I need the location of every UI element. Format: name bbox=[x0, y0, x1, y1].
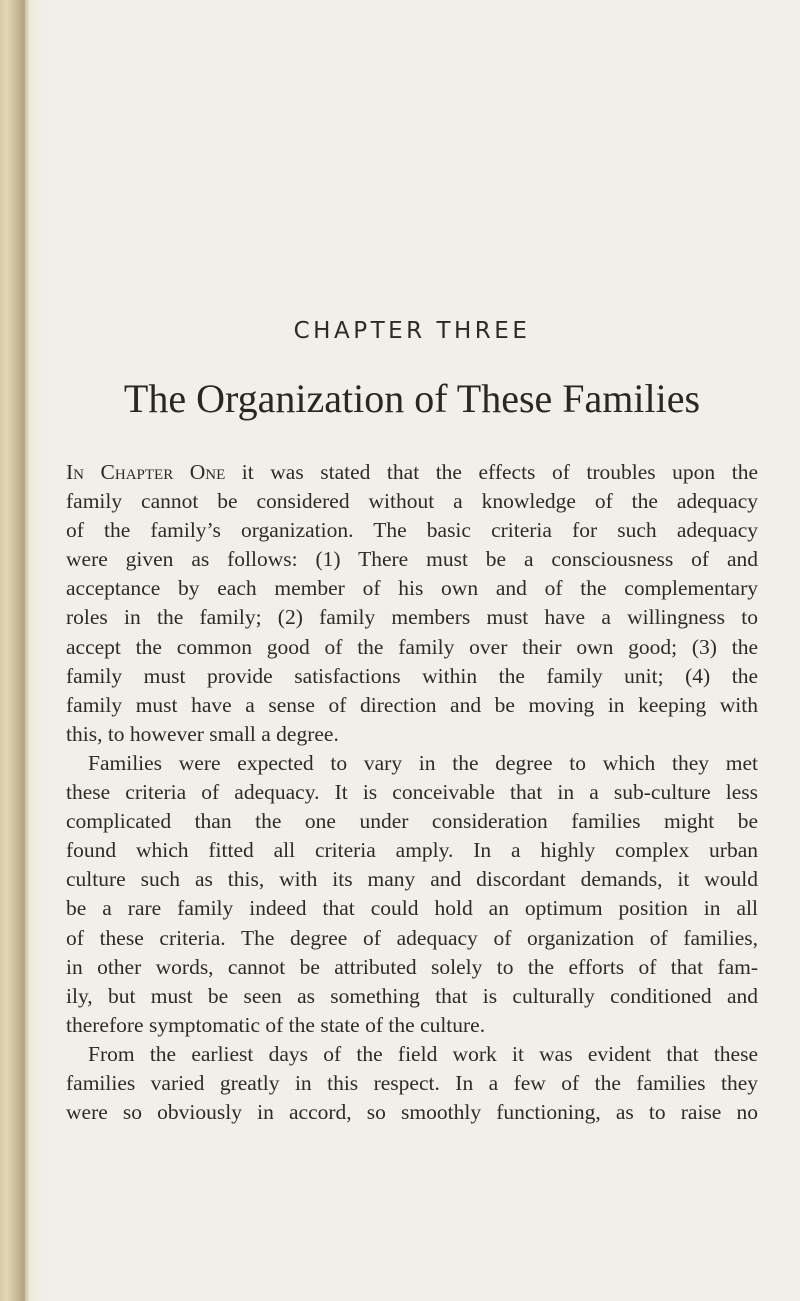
text-line: this, to however small a degree. bbox=[66, 721, 339, 746]
text-line: of these criteria. The degree of adequacy of organization of families, bbox=[66, 925, 758, 950]
gutter-shadow bbox=[22, 0, 25, 1301]
text-line: be a rare family indeed that could hold an optimum position in all bbox=[66, 896, 758, 921]
text-line: roles in the family; (2) family members must have a willingness to bbox=[66, 605, 758, 630]
text-line: In Chapter One it was stated that the effects of troubles upon the bbox=[66, 460, 758, 484]
text-line: therefore symptomatic of the state of the culture. bbox=[66, 1012, 486, 1037]
text-line: family cannot be considered without a knowledge of the adequacy bbox=[66, 489, 758, 514]
text-line: of the family’s organization. The basic criteria for such adequacy bbox=[66, 518, 758, 543]
text-line: families varied greatly in this respect. In a few of the families they bbox=[66, 1070, 758, 1095]
text-line: were given as follows: (1) There must be a consciousness of and bbox=[66, 547, 758, 572]
text-line: accept the common good of the family over their own good; (3) the bbox=[66, 634, 758, 659]
chapter-label: CHAPTER THREE bbox=[293, 318, 531, 344]
book-gutter bbox=[0, 0, 44, 1301]
text-line: From the earliest days of the field work it was evident that these bbox=[88, 1041, 758, 1066]
body-text bbox=[66, 458, 758, 1127]
text-line: complicated than the one under consideration families might be bbox=[66, 809, 758, 834]
chapter-title: The Organization of These Families bbox=[123, 376, 701, 421]
text-line: in other words, cannot be attributed solely to the efforts of that fam- bbox=[66, 954, 758, 979]
text-line: were so obviously in accord, so smoothly functioning, as to raise no bbox=[66, 1100, 758, 1125]
text-line: family must have a sense of direction and be moving in keeping with bbox=[66, 692, 758, 717]
text-line: acceptance by each member of his own and of the complementary bbox=[66, 576, 758, 601]
text-line: ily, but must be seen as something that is culturally conditioned and bbox=[66, 983, 758, 1008]
text-line: these criteria of adequacy. It is conceivable that in a sub-culture less bbox=[66, 780, 758, 805]
text-line: culture such as this, with its many and discordant demands, it would bbox=[66, 867, 758, 892]
text-line: family must provide satisfactions within the family unit; (4) the bbox=[66, 663, 758, 688]
text-line: Families were expected to vary in the degree to which they met bbox=[88, 750, 758, 775]
smallcaps-lead: In Chapter One bbox=[66, 460, 226, 484]
text-line: found which fitted all criteria amply. In a highly complex urban bbox=[66, 838, 758, 863]
